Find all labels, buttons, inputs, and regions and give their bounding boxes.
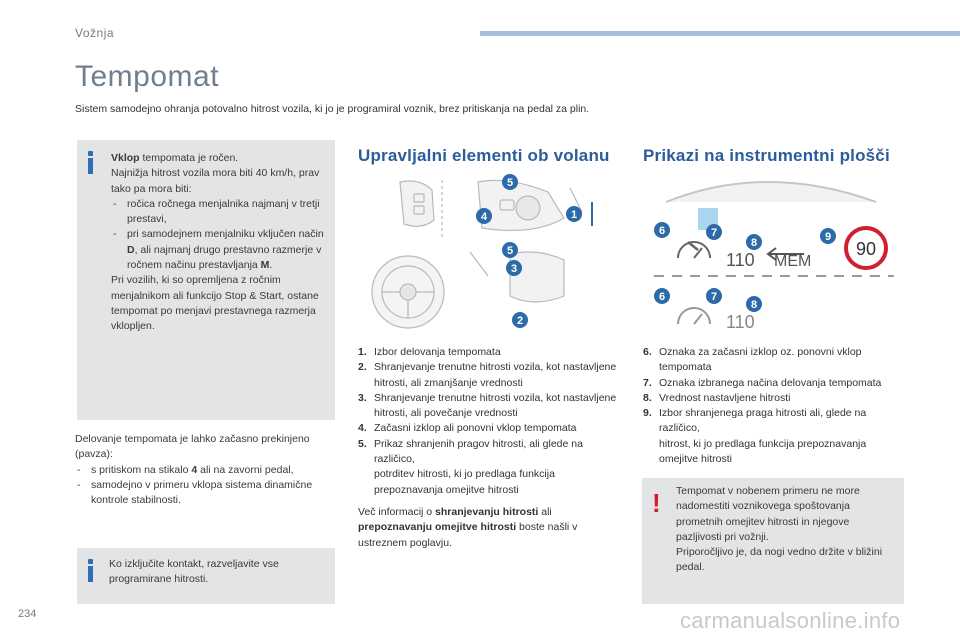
info-bullet-2: - pri samodejnem menjalniku vključen način D, ali najmanj drugo prestavno razmerje v ročnem načinu prestavljanja M. xyxy=(111,227,331,273)
callout-8b xyxy=(746,296,762,312)
info-icon-bar xyxy=(88,158,93,174)
callout-5b xyxy=(502,242,518,258)
header-bar xyxy=(480,31,960,36)
more-info-text: Več informacij o shranjevanju hitrosti ali prepoznavanju omejitve hitrosti boste našli v ustreznem poglavju. xyxy=(358,505,578,549)
warning-box xyxy=(642,478,904,604)
callout-6-label: 6 xyxy=(658,225,666,237)
list-item: 1. Izbor delovanja tempomata xyxy=(358,346,501,358)
page-title: Tempomat xyxy=(75,60,220,93)
watermark: carmanualsonline.info xyxy=(680,608,901,633)
info-box-text xyxy=(111,151,331,335)
vklop-label: Vklop xyxy=(111,152,140,164)
info-box-2 xyxy=(77,548,335,604)
pause-bullet-2: - samodejno v primeru vklopa sistema dinamične kontrole stabilnosti. xyxy=(75,478,337,509)
callout-7 xyxy=(706,224,722,240)
pause-lead: Delovanje tempomata je lahko začasno prekinjeno (pavza): xyxy=(75,433,310,461)
info-icon xyxy=(88,151,93,156)
displays-heading: Prikazi na instrumentni plošči xyxy=(643,146,890,165)
callout-3 xyxy=(506,260,522,276)
callout-7-label: 7 xyxy=(710,227,718,239)
callout-8b-label: 8 xyxy=(750,299,758,311)
list-item: hitrost, ki jo predlaga funkcija prepoznavanja omejitve hitrosti xyxy=(659,437,867,466)
callout-8 xyxy=(746,234,762,250)
mem-label: MEM xyxy=(774,253,812,270)
callout-4-label: 4 xyxy=(480,211,488,223)
info-box-2-text: Ko izključite kontakt, razveljavite vse programirane hitrosti. xyxy=(109,558,279,586)
info-box xyxy=(77,140,335,420)
callout-4 xyxy=(476,208,492,224)
callout-6b xyxy=(654,288,670,304)
warning-para-1: Tempomat v nobenem primeru ne more nadomestiti voznikovega spoštovanja prometnih omejitev hitrosti in njegove pazljivosti pri vožnji. xyxy=(676,485,860,543)
instrument-panel-figure xyxy=(648,172,898,337)
list-item: 3. Shranjevanje trenutne hitrosti vozila, kot nastavljene hitrosti, ali povečanje vrednosti xyxy=(358,391,617,420)
instrument-panel-illustration xyxy=(648,172,898,337)
callout-1 xyxy=(566,206,582,222)
controls-list xyxy=(358,345,620,551)
warning-icon: ! xyxy=(652,488,661,518)
intro-text: Sistem samodejno ohranja potovalno hitrost vozila, ki jo je programiral voznik, brez pritiskanja na pedal za plin. xyxy=(75,103,590,115)
callout-2 xyxy=(512,312,528,328)
list-item: 4. Začasni izklop ali ponovni vklop tempomata xyxy=(358,422,577,435)
list-item: 8. Vrednost nastavljene hitrosti xyxy=(643,391,791,404)
callout-5-label: 5 xyxy=(506,177,514,189)
callout-6b-label: 6 xyxy=(658,291,666,303)
steering-controls-illustration xyxy=(360,172,620,337)
set-speed-value: 110 xyxy=(726,250,755,270)
callout-9-label: 9 xyxy=(824,231,832,243)
info-bullet-1: - ročica ročnega menjalnika najmanj v tretji prestavi, xyxy=(111,197,331,228)
chapter-label: Vožnja xyxy=(75,26,115,40)
callout-9 xyxy=(820,228,836,244)
list-item: 7. Oznaka izbranega načina delovanja tempomata xyxy=(643,376,882,389)
callout-2-label: 2 xyxy=(516,315,524,327)
list-item: 6. Oznaka za začasni izklop oz. ponovni vklop tempomata xyxy=(643,346,862,374)
info-icon-bar xyxy=(88,566,93,582)
steering-controls-figure xyxy=(360,172,620,337)
warning-para-2: Priporočljivo je, da nogi vedno držite v bližini pedal. xyxy=(676,546,883,574)
list-item: 2. Shranjevanje trenutne hitrosti vozila, kot nastavljene hitrosti, ali zmanjšanje vrednosti xyxy=(358,361,617,389)
controls-heading: Upravljalni elementi ob volanu xyxy=(358,146,610,165)
callout-3-label: 3 xyxy=(510,263,518,275)
page-number: 234 xyxy=(18,608,37,620)
info-line-1: Najnižja hitrost vozila mora biti 40 km/h, prav tako pa mora biti: xyxy=(111,167,320,195)
speed-limit-value: 90 xyxy=(855,239,877,259)
callout-8-label: 8 xyxy=(750,237,758,249)
callout-7b-label: 7 xyxy=(710,291,718,303)
warning-text xyxy=(676,484,896,576)
list-item: potrditev hitrosti, ki jo predlaga funkcija prepoznavanja omejitve hitrosti xyxy=(374,468,555,496)
callout-6 xyxy=(654,222,670,238)
callout-5b-label: 5 xyxy=(506,245,514,257)
list-item: 5. Prikaz shranjenih pragov hitrosti, ali glede na različico, xyxy=(358,437,583,466)
pause-section xyxy=(75,432,337,508)
displays-list xyxy=(643,345,905,467)
info-line-2: Pri vozilih, ki so opremljena z ročnim menjalnikom ali funkcijo Stop & Start, ostane tempomat po menjavi prestavnega razmerja vklopljen. xyxy=(111,274,319,333)
info-icon xyxy=(88,559,93,564)
vklop-rest: tempomata je ročen. xyxy=(139,152,239,164)
list-item: 9. Izbor shranjenega praga hitrosti ali, glede na različico, xyxy=(643,407,867,435)
callout-5 xyxy=(502,174,518,190)
callout-1-label: 1 xyxy=(570,209,578,221)
set-speed-value-2: 110 xyxy=(726,312,755,332)
pause-bullet-1: - s pritiskom na stikalo 4 ali na zavorni pedal, xyxy=(75,463,337,478)
callout-7b xyxy=(706,288,722,304)
